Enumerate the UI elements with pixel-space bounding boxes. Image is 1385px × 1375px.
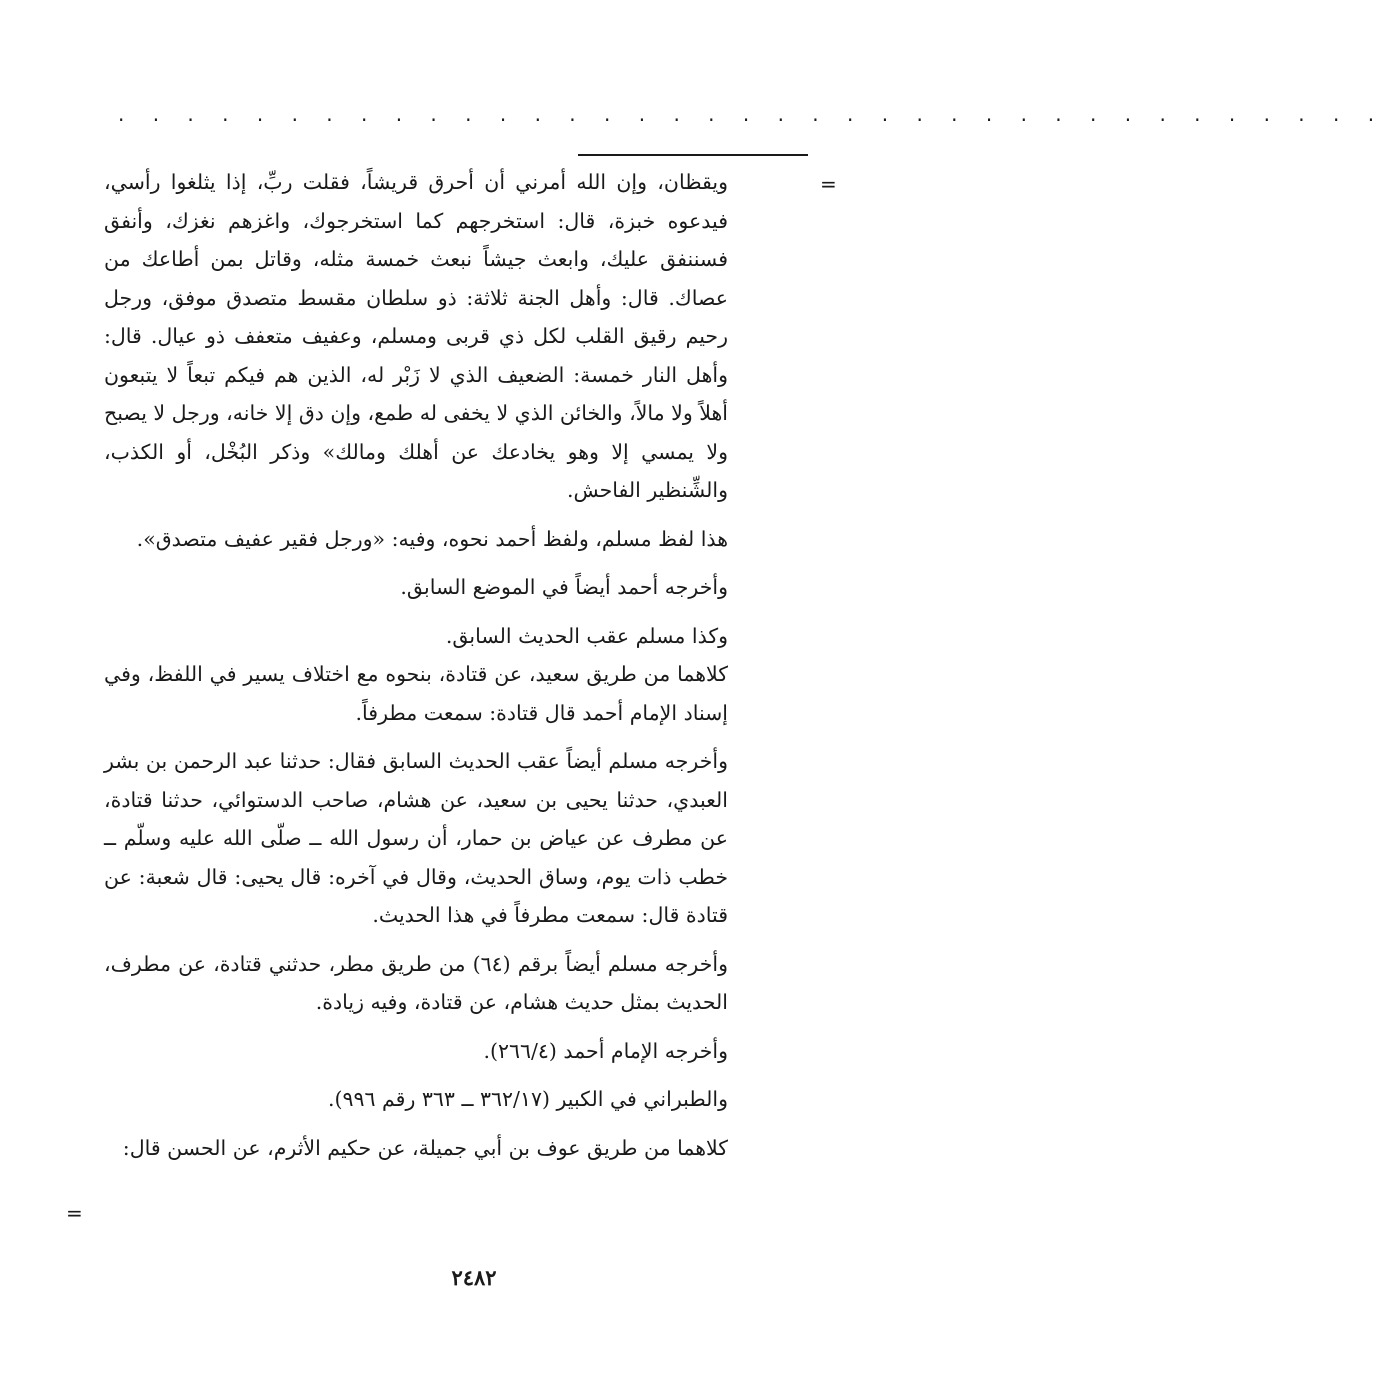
continuation-mark-top: =	[820, 172, 837, 196]
paragraph-5: كلاهما من طريق سعيد، عن قتادة، بنحوه مع اختلاف يسير في اللفظ، وفي إسناد الإمام أحمد قال قتادة: سمعت مطرفاً.	[104, 662, 728, 725]
paragraph-6: وأخرجه مسلم أيضاً عقب الحديث السابق فقال: حدثنا عبد الرحمن بن بشر العبدي، حدثنا يحيى بن سعيد، عن هشام، صاحب الدستوائي، حدثنا قتادة، عن مطرف عن عياض بن حمار، أن رسول الله ــ صلّى الله عليه وسلّم ــ خطب ذات يوم، وساق الحديث، وقال في آخره: قال يحيى: قال شعبة: عن قتادة قال: سمعت مطرفاً في هذا الحديث.	[104, 749, 728, 927]
paragraph-7: وأخرجه مسلم أيضاً برقم (٦٤) من طريق مطر، حدثني قتادة، عن مطرف، الحديث بمثل حديث هشام، عن قتادة، وفيه زيادة.	[104, 951, 728, 1014]
page-number: ٢٤٨٢	[451, 1265, 497, 1290]
paragraph-8: وأخرجه الإمام أحمد (٢٦٦/٤).	[483, 1038, 728, 1063]
paragraph-3: وأخرجه أحمد أيضاً في الموضع السابق.	[400, 575, 728, 599]
paragraph-9: والطبراني في الكبير (٣٦٢/١٧ ــ ٣٦٣ رقم ٩٩٦).	[327, 1087, 728, 1111]
paragraph-4: وكذا مسلم عقب الحديث السابق.	[445, 623, 728, 648]
paragraph-1: ويقظان، وإن الله أمرني أن أحرق قريشاً، فقلت ربِّ، إذا يثلغوا رأسي، فيدعوه خبزة، قال: استخرجهم كما استخرجوك، واغزهم نغزك، وأنفق فسننفق عليك، وابعث جيشاً نبعث خمسة مثله، وقاتل بمن أطاعك من عصاك. قال: وأهل الجنة ثلاثة: ذو سلطان مقسط متصدق موفق، ورجل رحيم رقيق القلب لكل ذي قربى ومسلم، وعفيف متعفف ذو عيال. قال: وأهل النار خمسة: الضعيف الذي لا زَبْر له، الذين هم فيكم تبعاً لا يتبعون أهلاً ولا مالاً، والخائن الذي لا يخفى له طمع، وإن دق إلا خانه، ورجل لا يصبح ولا يمسي إلا وهو يخادعك عن أهلك ومالك» وذكر البُخْل، أو الكذب، والشِّنظير الفاحش.	[104, 170, 728, 502]
footnote-body	[104, 163, 728, 1167]
continuation-mark-bottom: =	[66, 1201, 83, 1225]
paragraph-10: كلاهما من طريق عوف بن أبي جميلة، عن حكيم الأثرم، عن الحسن قال:	[122, 1135, 728, 1160]
paragraph-2: هذا لفظ مسلم، ولفظ أحمد نحوه، وفيه: «ورجل فقير عفيف متصدق».	[136, 526, 728, 551]
dotted-separator: . . . . . . . . . . . . . . . . . . . . . . . . . . . . . . . . . . . . .	[118, 102, 1385, 126]
footnote-rule	[578, 154, 808, 156]
